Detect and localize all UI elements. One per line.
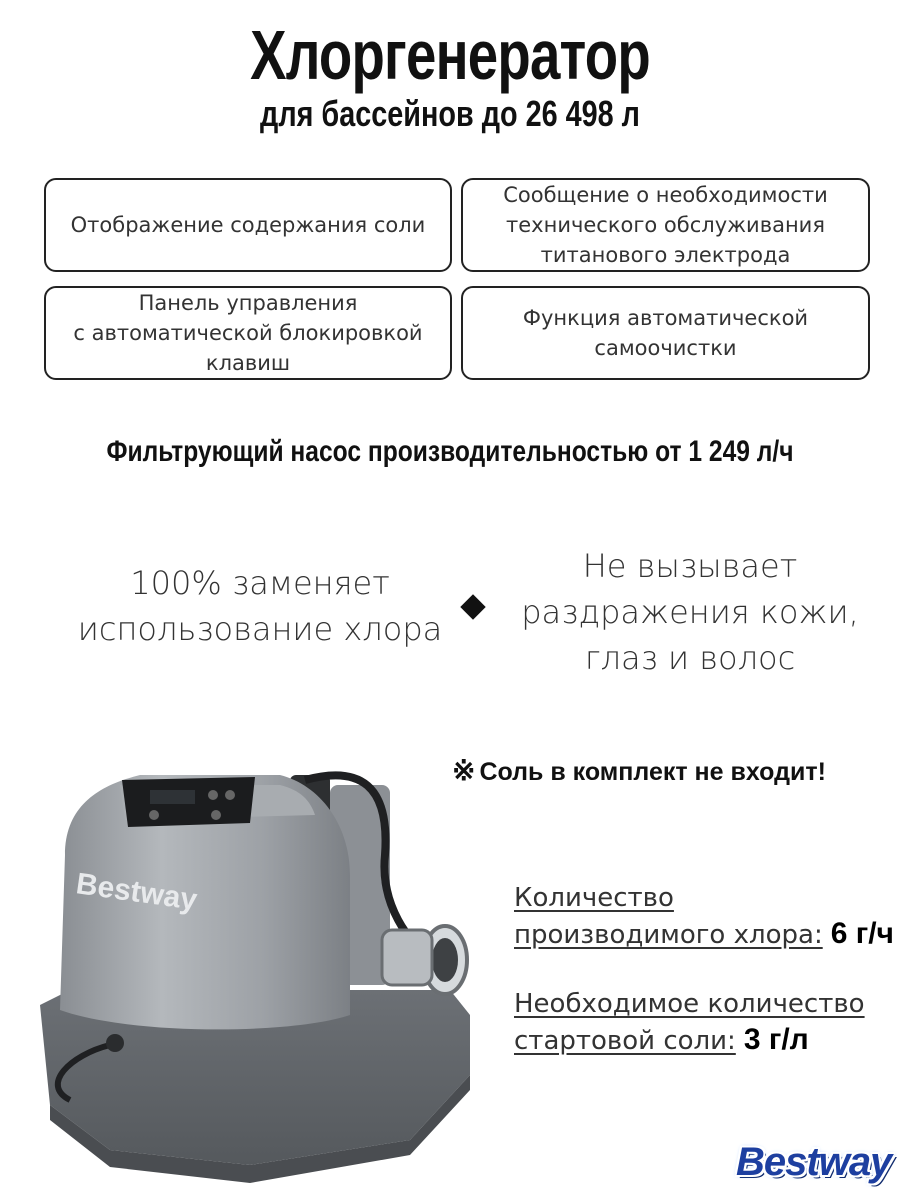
feature-line: Сообщение о необходимости (503, 183, 828, 207)
pump-capacity-text: Фильтрующий насос производительностью от 1 249 л/ч (106, 435, 794, 468)
feature-box-maintenance-message (461, 178, 870, 272)
benefit-no-irritation (490, 543, 890, 681)
feature-line: Функция автоматической (522, 306, 809, 330)
benefit-line: раздражения кожи, (521, 593, 859, 631)
salt-not-included-note (452, 756, 826, 787)
spec-value: 6 г/ч (830, 917, 894, 950)
feature-line: Панель управления (138, 291, 358, 315)
feature-box-self-cleaning (461, 286, 870, 380)
spec-starting-salt (514, 986, 865, 1059)
page-subtitle: для бассейнов до 26 498 л (260, 93, 640, 134)
cross-mark-icon: ※ (452, 755, 476, 786)
spec-label: Количество (514, 883, 674, 913)
feature-line: самоочистки (594, 336, 737, 360)
bestway-logo: Bestway (736, 1140, 892, 1184)
feature-box-salt-display (44, 178, 452, 272)
page-title: Хлоргенератор (250, 16, 650, 94)
feature-line: клавиш (205, 351, 291, 375)
salt-note-text: Соль в комплект не входит! (479, 758, 826, 786)
diamond-separator-icon (460, 594, 485, 619)
feature-line: Отображение содержания соли (70, 213, 426, 237)
benefit-line: использование хлора (77, 610, 443, 648)
feature-box-control-panel (44, 286, 452, 380)
benefit-replaces-chlorine (60, 560, 460, 652)
spec-label: Необходимое количество (514, 989, 865, 1019)
chlorinator-device-image (30, 745, 490, 1185)
spec-chlorine-output (514, 880, 894, 953)
benefit-line: 100% заменяет (130, 564, 390, 602)
device-brand-label: Bestway (74, 867, 200, 917)
feature-line: с автоматической блокировкой (73, 321, 423, 345)
spec-value: 3 г/л (743, 1023, 809, 1056)
feature-line: технического обслуживания (506, 213, 825, 237)
feature-line: титанового электрода (540, 243, 791, 267)
benefit-line: Не вызывает (582, 547, 798, 585)
spec-label: производимого хлора: (514, 920, 823, 950)
benefit-line: глаз и волос (584, 639, 796, 677)
spec-label: стартовой соли: (514, 1026, 736, 1056)
